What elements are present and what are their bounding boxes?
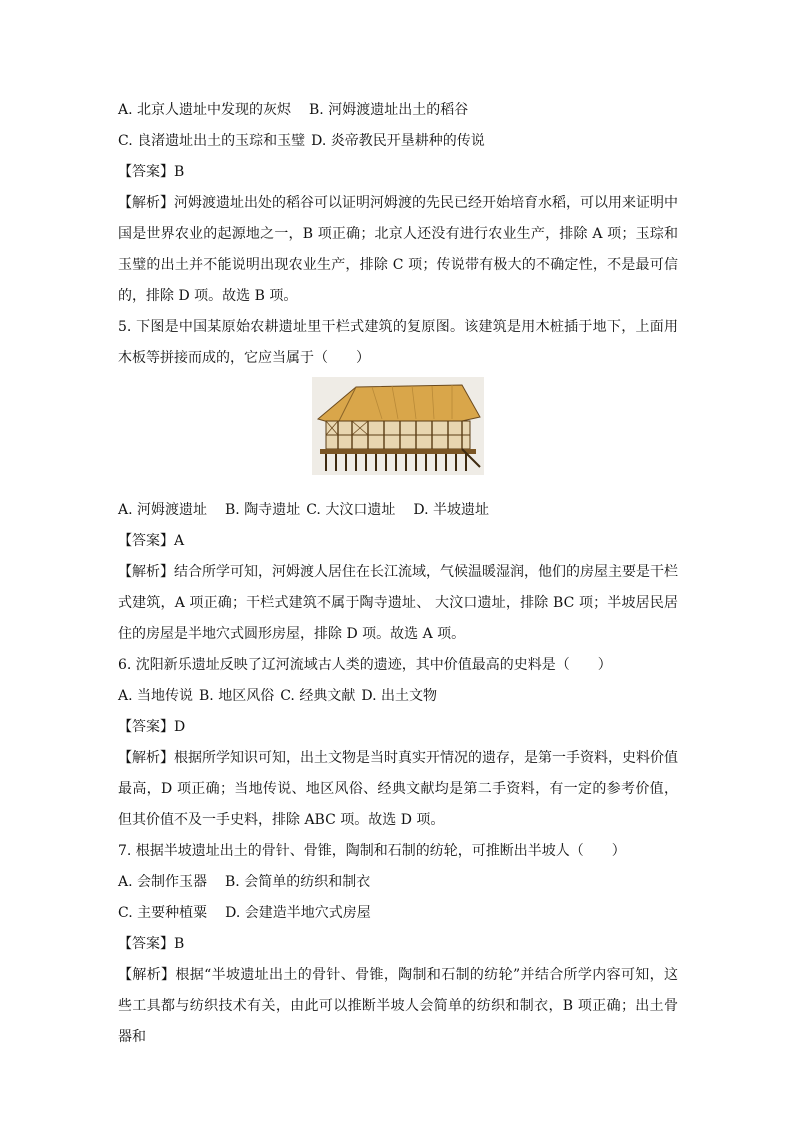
q7-option-d: D. 会建造半地穴式房屋 — [225, 905, 371, 921]
q7-options-row-1 — [118, 867, 678, 898]
q4-option-d: D. 炎帝教民开垦耕种的传说 — [311, 133, 485, 149]
q4-option-c: C. 良渚遗址出土的玉琮和玉璧 — [118, 133, 306, 149]
q5-figure — [118, 377, 678, 489]
q7-option-a: A. 会制作玉器 — [118, 874, 208, 890]
q7-stem: 7. 根据半坡遗址出土的骨针、骨锥，陶制和石制的纺轮，可推断出半坡人（ ） — [118, 843, 626, 859]
q4-options-row-2 — [118, 126, 678, 157]
q7-explanation: 【解析】根据“半坡遗址出土的骨针、骨锥，陶制和石制的纺轮”并结合所学内容可知，这些工具都与纺织技术有关，由此可以推断半坡人会简单的纺织和制衣，B 项正确；出土骨器和 — [118, 967, 678, 1045]
q4-option-a: A. 北京人遗址中发现的灰烬 — [118, 102, 292, 118]
q5-stem: 5. 下图是中国某原始农耕遗址里干栏式建筑的复原图。该建筑是用木桩插于地下，上面用木板等拼接而成的，它应当属于（ ） — [118, 319, 678, 366]
q6-answer: 【答案】D — [118, 719, 186, 735]
q4-option-b: B. 河姆渡遗址出土的稻谷 — [309, 102, 469, 118]
q5-explanation: 【解析】结合所学可知，河姆渡人居住在长江流域，气候温暖湿润，他们的房屋主要是干栏式建筑，A 项正确；干栏式建筑不属于陶寺遗址、 大汶口遗址，排除 BC 项；半坡居民居住的房屋是半地穴式圆形房屋，排除 D 项。故选 A 项。 — [118, 564, 678, 642]
q7-option-b: B. 会简单的纺织和制衣 — [225, 874, 371, 890]
q4-explanation: 【解析】河姆渡遗址出处的稻谷可以证明河姆渡的先民已经开始培育水稻，可以用来证明中国是世界农业的起源地之一，B 项正确；北京人还没有进行农业生产，排除 A 项；玉琮和玉璧的出土并不能说明出现农业生产，排除 C 项；传说带有极大的不确定性，不是最可信的，排除 D 项。故选 B 项。 — [118, 195, 678, 304]
stilt-house-illustration-icon — [312, 377, 484, 475]
q4-options-row-1 — [118, 95, 678, 126]
q7-answer: 【答案】B — [118, 936, 185, 952]
q5-options — [118, 495, 678, 526]
q6-option-a: A. 当地传说 — [118, 688, 194, 704]
q5-answer: 【答案】A — [118, 533, 185, 549]
q6-option-b: B. 地区风俗 — [199, 688, 275, 704]
document-body — [118, 95, 678, 1053]
q4-answer: 【答案】B — [118, 164, 185, 180]
q6-stem: 6. 沈阳新乐遗址反映了辽河流域古人类的遗迹，其中价值最高的史料是（ ） — [118, 657, 612, 673]
q5-option-c: C. 大汶口遗址 — [306, 502, 396, 518]
q5-option-b: B. 陶寺遗址 — [225, 502, 301, 518]
q7-option-c: C. 主要种植粟 — [118, 905, 208, 921]
q6-options — [118, 681, 678, 712]
q6-option-d: D. 出土文物 — [361, 688, 437, 704]
q6-option-c: C. 经典文献 — [280, 688, 356, 704]
q5-option-d: D. 半坡遗址 — [413, 502, 489, 518]
q7-options-row-2 — [118, 898, 678, 929]
q6-explanation: 【解析】根据所学知识可知，出土文物是当时真实开情况的遗存，是第一手资料，史料价值最高，D 项正确；当地传说、地区风俗、经典文献均是第二手资料，有一定的参考价值，但其价值不及一手史料，排除 ABC 项。故选 D 项。 — [118, 750, 678, 828]
q5-option-a: A. 河姆渡遗址 — [118, 502, 208, 518]
